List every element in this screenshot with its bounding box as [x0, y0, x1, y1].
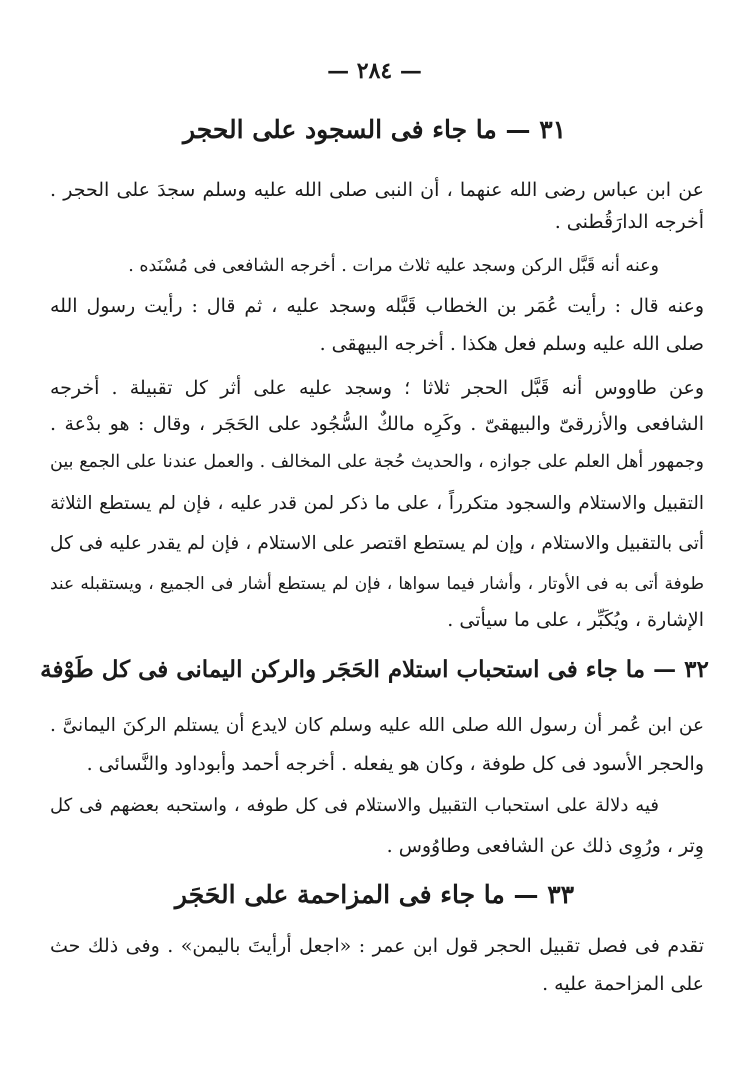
paragraph-line: طوفة أتى به فى الأوتار ، وأشار فيما سواها ، فإن لم يستطع أشار فى الجميع ، ويستقبله عند [50, 574, 704, 594]
paragraph-line: وعنه أنه قَبَّل الركن وسجد عليه ثلاث مرات . أخرجه الشافعى فى مُسْنَده . [128, 256, 659, 276]
paragraph-line: عن ابن عباس رضى الله عنهما ، أن النبى صلى الله عليه وسلم سجدَ على الحجر . [50, 179, 704, 201]
paragraph-line: وعنه قال : رأيت عُمَر بن الخطاب قَبَّله وسجد عليه ، ثم قال : رأيت رسول الله [50, 295, 704, 317]
paragraph-line: أخرجه الدارَقُطنى . [554, 211, 704, 233]
paragraph-line: والحجر الأسود فى كل طوفة ، وكان هو يفعله . أخرجه أحمد وأبوداود والنَّسائى . [86, 753, 704, 775]
paragraph-line: وِتر ، ورُوِى ذلك عن الشافعى وطاوُوس . [386, 835, 704, 857]
paragraph-line: وجمهور أهل العلم على جوازه ، والحديث حُجة على المخالف . والعمل عندنا على الجمع بين [50, 452, 704, 472]
paragraph-line: وعن طاووس أنه قَبَّل الحجر ثلاثا ؛ وسجد عليه على أثر كل تقبيلة . أخرجه [50, 377, 704, 399]
section-heading-32: ٣٢ — ما جاء فى استحباب استلام الحَجَر والركن اليمانى فى كل طَوْفة [40, 656, 709, 683]
section-heading-33: ٣٣ — ما جاء فى المزاحمة على الحَجَر [174, 880, 575, 909]
section-heading-31: ٣١ — ما جاء فى السجود على الحجر [182, 115, 567, 144]
page-number: — ٢٨٤ — [327, 58, 422, 84]
paragraph-line: الإشارة ، ويُكَبِّر ، على ما سيأتى . [447, 609, 704, 631]
paragraph-line: التقبيل والاستلام والسجود متكرراً ، على ما ذكر لمن قدر عليه ، فإن لم يستطع الثلاثة [50, 493, 704, 514]
paragraph-line: عن ابن عُمر أن رسول الله صلى الله عليه وسلم كان لايدع أن يستلم الركنَ اليمانىَّ . [50, 715, 704, 736]
paragraph-line: صلى الله عليه وسلم فعل هكذا . أخرجه البيهقى . [319, 333, 704, 355]
paragraph-line: أتى بالتقبيل والاستلام ، وإن لم يستطع اقتصر على الاستلام ، فإن لم يقدر عليه فى كل [50, 533, 704, 554]
paragraph-line: الشافعى والأزرقىّ والبيهقىّ . وكَرِه مالكٌ السُّجُود على الحَجَر ، وقال : هو بدْعة . [50, 413, 704, 435]
paragraph-line: فيه دلالة على استحباب التقبيل والاستلام فى كل طوفه ، واستحبه بعضهم فى كل [50, 795, 659, 816]
paragraph-line: تقدم فى فصل تقبيل الحجر قول ابن عمر : «اجعل أرأيتَ باليمن» . وفى ذلك حث [50, 935, 704, 957]
paragraph-line: على المزاحمة عليه . [542, 973, 704, 995]
